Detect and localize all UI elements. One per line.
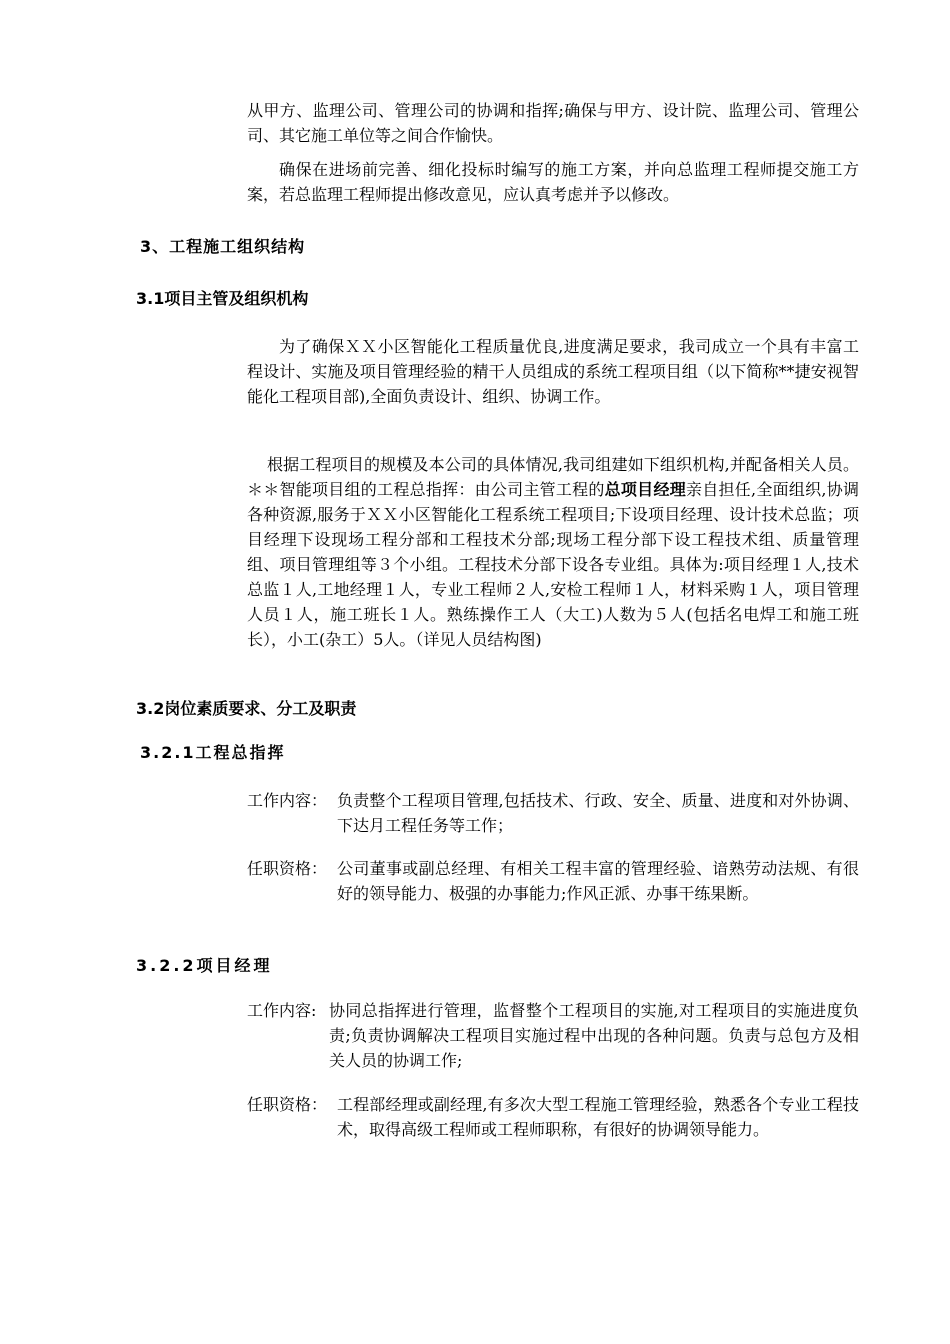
qualifications-text: 公司董事或副总经理、有相关工程丰富的管理经验、谙熟劳动法规、有很好的领导能力、极强的办事能力;作风正派、办事干练果断。 — [337, 859, 859, 903]
commander-work-content — [247, 788, 859, 838]
qualifications-text: 工程部经理或副经理,有多次大型工程施工管理经验，熟悉各个专业工程技术，取得高级工程师或工程师职称，有很好的协调领导能力。 — [337, 1095, 859, 1139]
section-3-1-paragraph-1: 为了确保ＸＸ小区智能化工程质量优良,进度满足要求，我司成立一个具有丰富工程设计、实施及项目管理经验的精干人员组成的系统工程项目组（以下简称**捷安视智能化工程项目部),全面负责设计、组织、协调工作。 — [247, 337, 859, 406]
section-3-1-heading: 3.1项目主管及组织机构 — [136, 289, 309, 308]
org-text-bold: 总项目经理 — [604, 480, 686, 499]
manager-qualifications — [247, 1092, 859, 1167]
manager-work-content — [247, 998, 859, 1073]
intro-paragraph-2: 确保在进场前完善、细化投标时编写的施工方案，并向总监理工程师提交施工方案，若总监理工程师提出修改意见，应认真考虑并予以修改。 — [247, 160, 859, 204]
commander-qualifications — [247, 856, 859, 931]
work-content-label: 工作内容： — [247, 791, 328, 810]
org-text-before: 根据工程项目的规模及本公司的具体情况,我司组建如下组织机构,并配备相关人员。＊＊智能项目组的工程总指挥：由公司主管工程的 — [247, 455, 859, 499]
work-content-label: 工作内容: — [247, 1001, 317, 1020]
section-3-heading: 3、工程施工组织结构 — [140, 237, 306, 256]
work-content-text: 协同总指挥进行管理，监督整个工程项目的实施,对工程项目的实施进度负责;负责协调解决工程项目实施过程中出现的各种问题。负责与总包方及相关人员的协调工作; — [329, 1001, 859, 1070]
intro-paragraph-1: 从甲方、监理公司、管理公司的协调和指挥;确保与甲方、设计院、监理公司、管理公司、其它施工单位等之间合作愉快。 — [247, 101, 859, 145]
section-3-2-1-heading: 3.2.1工程总指挥 — [140, 743, 286, 762]
section-3-2-2-heading: 3.2.2项目经理 — [136, 956, 273, 975]
org-text-after: 亲自担任,全面组织,协调各种资源,服务于ＸＸ小区智能化工程系统工程项目;下设项目经理、设计技术总监；项目经理下设现场工程分部和工程技术分部;现场工程分部下设工程技术组、质量管理组、项目管理组等３个小组。工程技术分部下设各专业组。具体为:项目经理１人,技术总监１人,工地经理１人，专业工程师２人,安检工程师１人，材料采购１人，项目管理人员１人，施工班长１人。熟练操作工人（大工)人数为５人(包括名电焊工和施工班长），小工(杂工）5人。（详见人员结构图) — [247, 480, 859, 649]
qualifications-label: 任职资格： — [247, 1095, 328, 1114]
work-content-text: 负责整个工程项目管理,包括技术、行政、安全、质量、进度和对外协调、下达月工程任务等工作； — [337, 791, 859, 835]
qualifications-label: 任职资格： — [247, 859, 328, 878]
section-3-2-heading: 3.2岗位素质要求、分工及职责 — [136, 699, 357, 718]
section-3-1-paragraph-2 — [247, 452, 859, 652]
